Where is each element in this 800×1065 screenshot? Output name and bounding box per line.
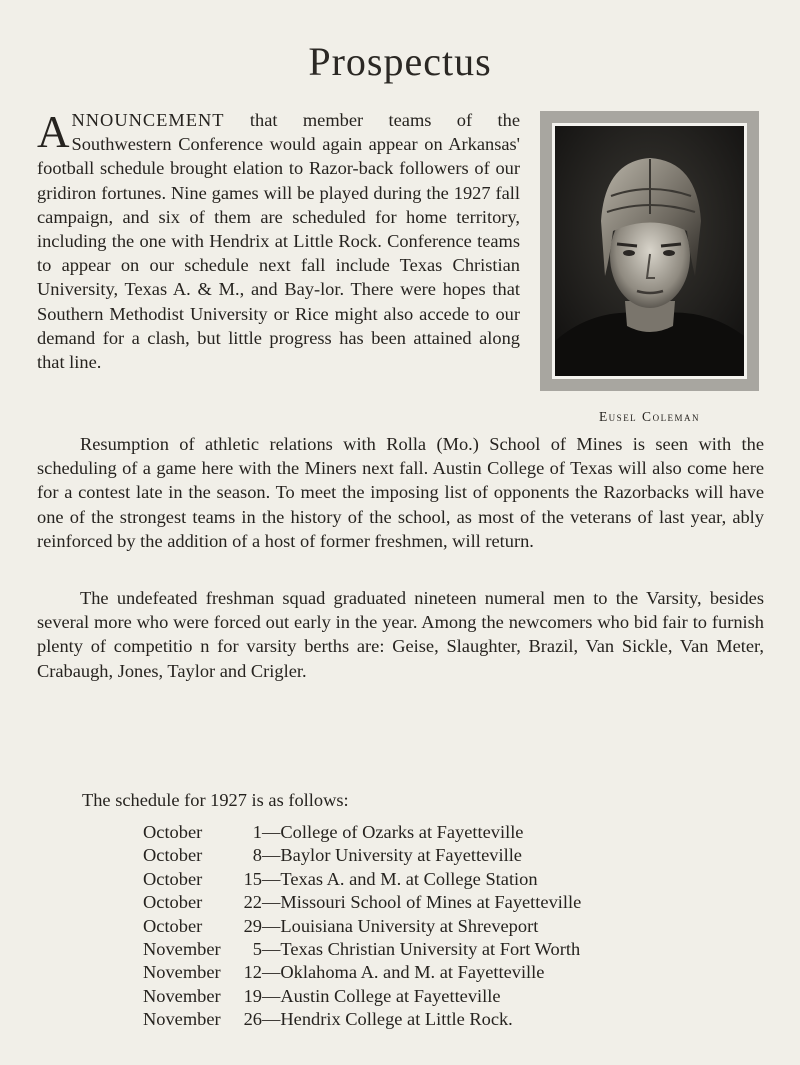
body-paragraph-2: The undefeated freshman squad graduated nineteen numeral men to the Varsity, besides several more who were forced out early in the year. Among the newcomers who bid fair to furnish plenty of competitio n for varsity berths are: Geise, Slaughter, Brazil, Van Sickle, Van Meter, Crabaugh, Jones, Taylor and Crigler. <box>37 588 764 681</box>
schedule-intro: The schedule for 1927 is as follows: <box>82 790 349 810</box>
body-paragraph-1: Resumption of athletic relations with Rolla (Mo.) School of Mines is seen with the scheduling of a game here with the Miners next fall. Austin College of Texas will also come here for a contest late in the season. To meet the imposing list of opponents the Razorbacks will have one of the strongest teams in the history of the school, as most of the veterans of last year, ably reinforced by the addition of a host of former freshmen, will return. <box>37 434 764 551</box>
intro-lead-word: NNOUNCEMENT <box>71 110 225 130</box>
drop-cap: A <box>37 107 70 157</box>
player-photo <box>552 123 747 379</box>
schedule-row: October 29 — Louisiana University at Shreveport <box>143 915 539 936</box>
schedule-row: October 8 — Baylor University at Fayetteville <box>143 845 522 866</box>
player-photo-frame <box>540 111 759 391</box>
page-title: Prospectus <box>308 39 492 84</box>
schedule-row: November 12 — Oklahoma A. and M. at Fayetteville <box>143 962 545 983</box>
schedule-row: November 5 — Texas Christian University at Fort Worth <box>143 939 581 960</box>
portrait-illustration <box>555 126 744 376</box>
schedule-row: October 22 — Missouri School of Mines at Fayetteville <box>143 892 582 913</box>
intro-text: that member teams of the Southwestern Conference would again appear on Arkansas' football schedule brought elation to Razor-back followers of our gridiron fortunes. Nine games will be played during the 1927 fall campaign, and six of them are scheduled for home territory, including the one with Hendrix at Little Rock. Conference teams to appear on our schedule next fall include Texas Christian University, Texas A. & M., and Bay-lor. There were hopes that Southern Methodist University or Rice might also accede to our demand for a clash, but little progress has been attained along that line. <box>37 110 520 373</box>
intro-paragraph <box>37 108 520 374</box>
schedule-list <box>143 821 581 1032</box>
photo-caption: Eusel Coleman <box>598 409 701 424</box>
schedule-row: November 26 — Hendrix College at Little Rock. <box>143 1009 513 1030</box>
schedule-row: October 15 — Texas A. and M. at College Station <box>143 868 538 889</box>
schedule-row: October 1 — College of Ozarks at Fayetteville <box>143 822 524 842</box>
schedule-row: November 19 — Austin College at Fayetteville <box>143 985 501 1006</box>
